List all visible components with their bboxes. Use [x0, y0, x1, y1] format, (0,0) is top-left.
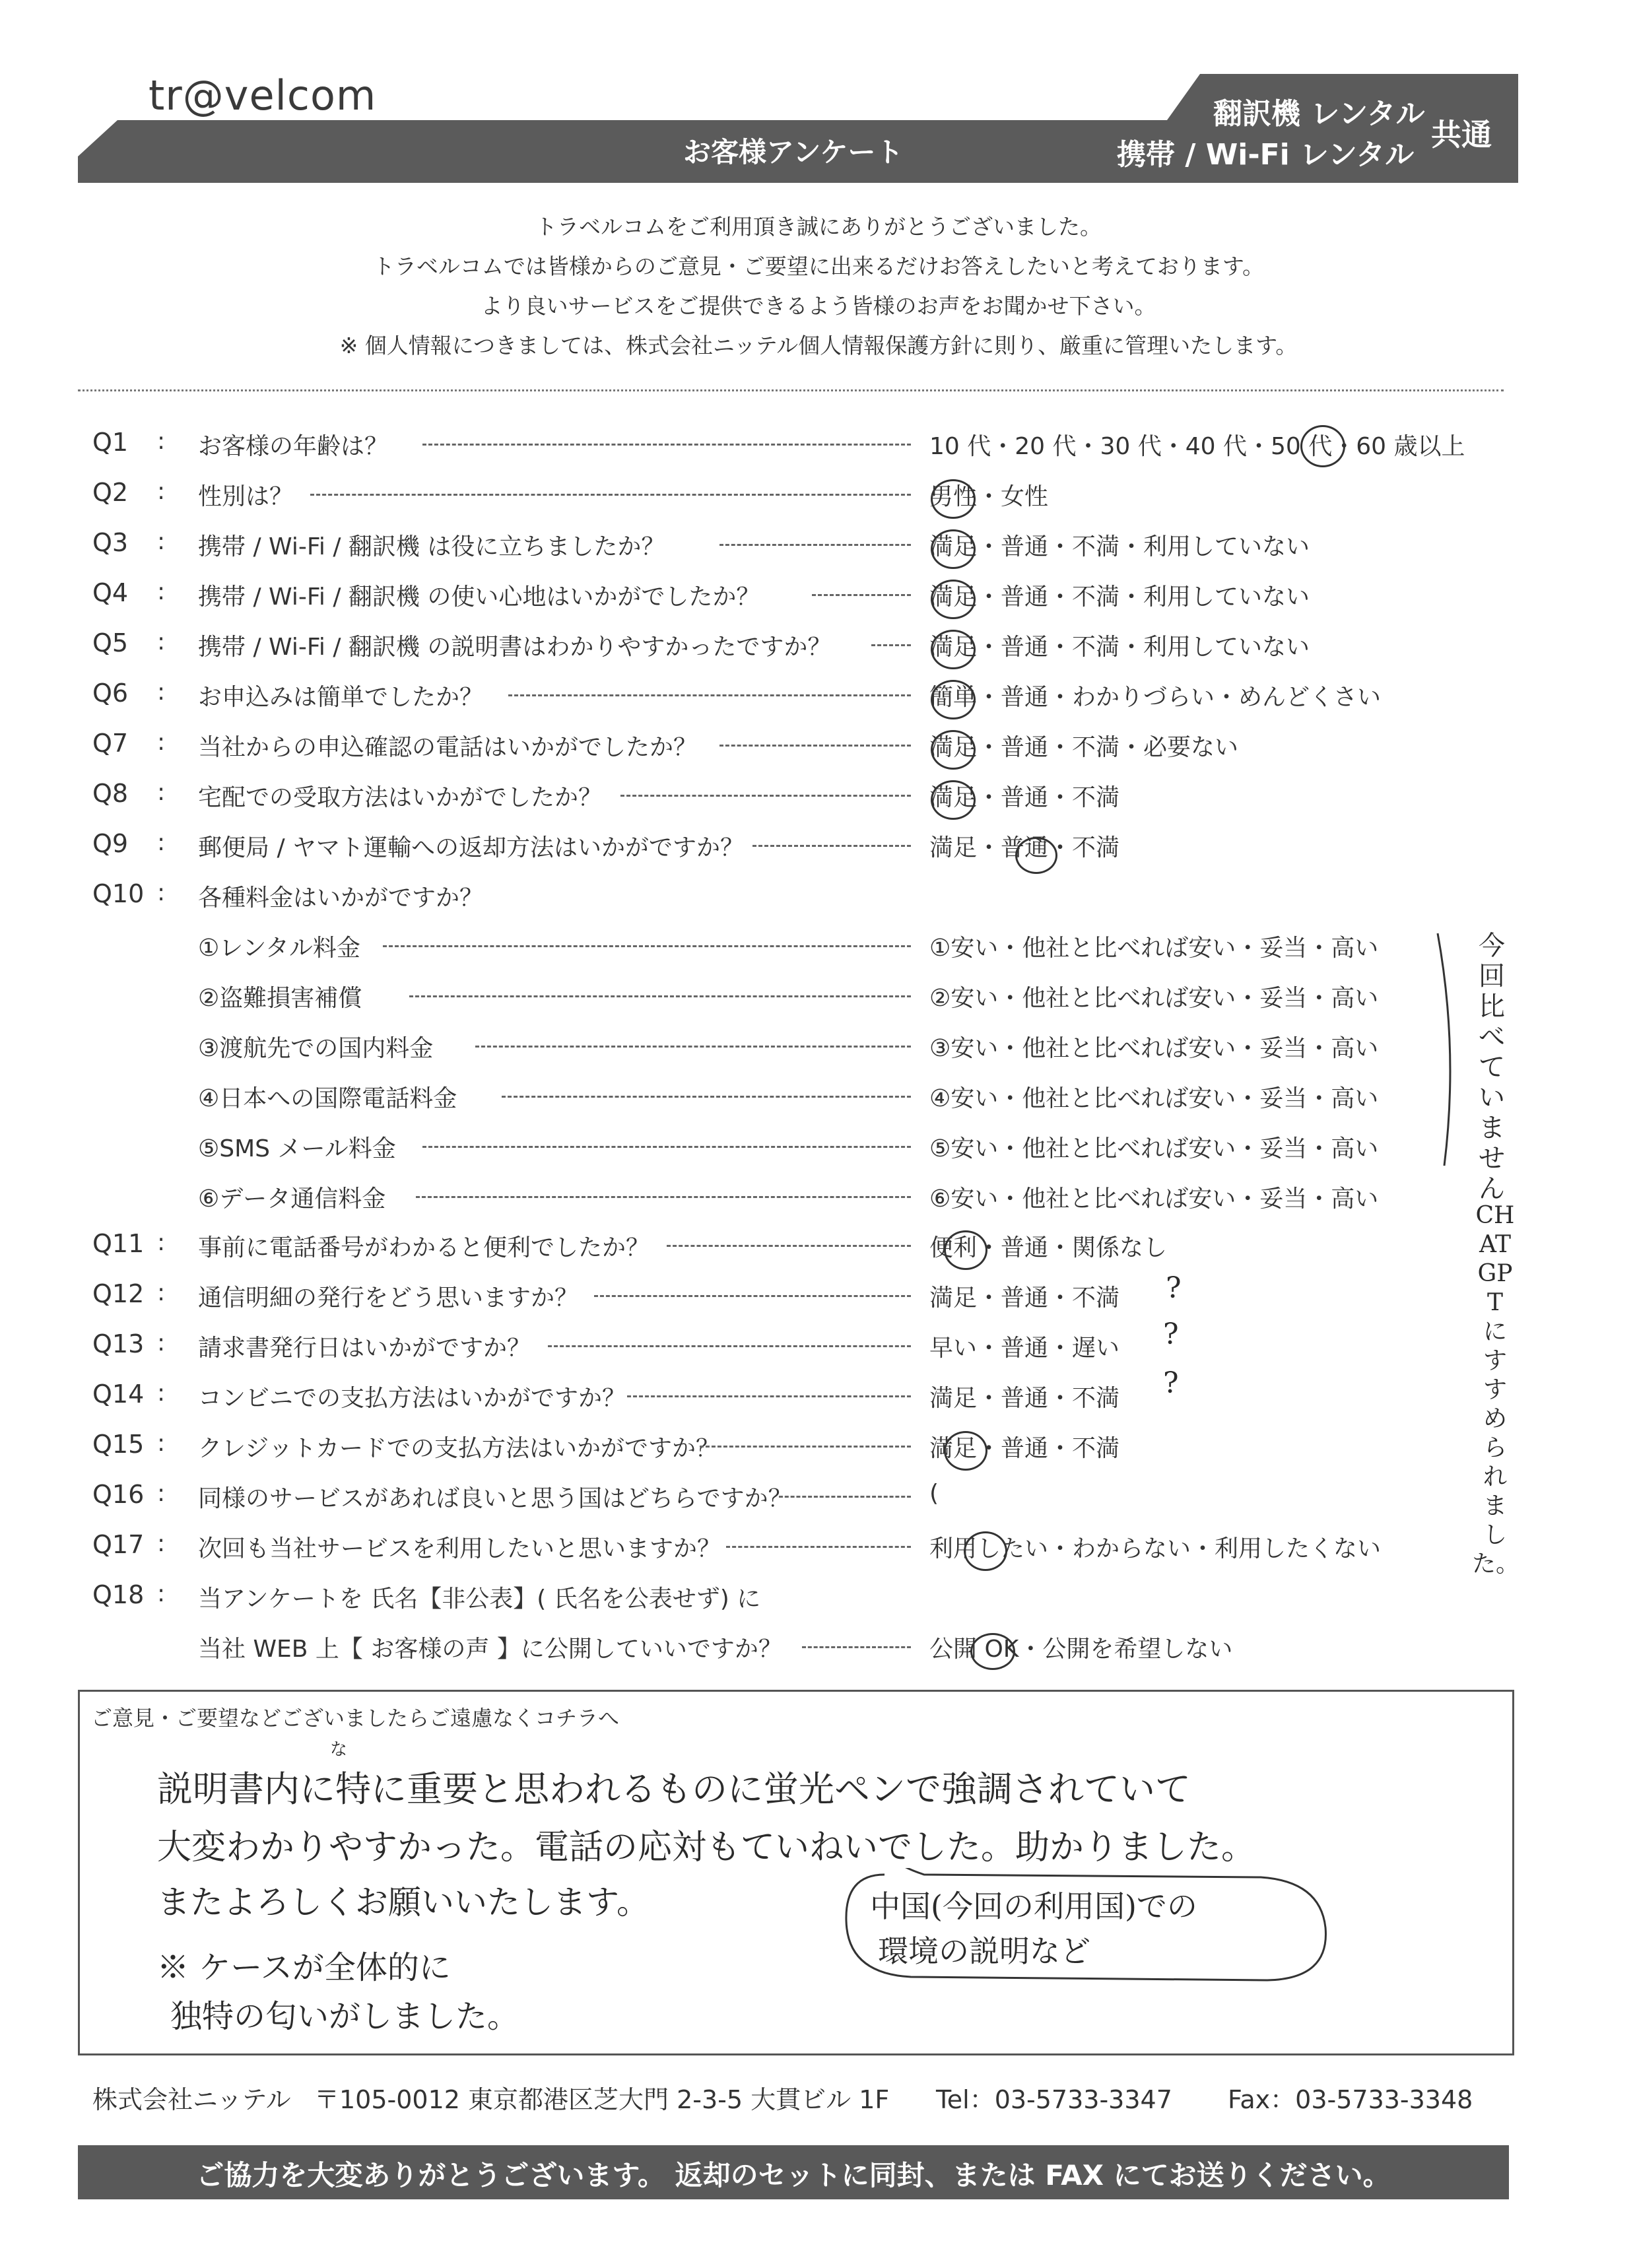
fee-options: ⑥安い・他社と比べれば安い・妥当・高い	[929, 1185, 1379, 1213]
question-text: 宅配での受取方法はいかがでしたか？	[198, 784, 603, 811]
handwritten-brace	[1432, 931, 1465, 1168]
fee-label: ⑤SMS メール料金	[198, 1135, 396, 1162]
question-text: コンビニでの支払方法はいかがですか？	[198, 1385, 626, 1412]
question-text: 当アンケートを 氏名【非公表】( 氏名を公表せず) に	[198, 1585, 761, 1613]
answer-circle	[964, 1531, 1007, 1571]
handwritten-question-mark: ?	[1163, 1366, 1179, 1400]
answer-options: 男性・女性	[929, 483, 1049, 510]
answer-circle	[931, 780, 976, 820]
answer-options: 10 代・20 代・30 代・40 代・50 代・60 歳以上	[929, 433, 1465, 460]
answer-options: 公開 OK・公開を希望しない	[929, 1636, 1233, 1663]
answer-options: (	[929, 1480, 939, 1507]
handwritten-comment-line-3: またよろしくお願いいたします。	[157, 1883, 650, 1921]
question-text: 同様のサービスがあれば良いと思う国はどちらですか？	[198, 1485, 792, 1512]
handwritten-comment-line-2: 大変わかりやすかった。電話の応対もていねいでした。助かりました。	[157, 1828, 1256, 1867]
answer-circle	[1015, 837, 1057, 874]
question-text: 事前に電話番号がわかると便利でしたか？	[198, 1234, 650, 1261]
handwritten-ruby: な	[330, 1740, 348, 1760]
question-text: 郵便局 / ヤマト運輸への返却方法はいかがですか？	[198, 834, 745, 861]
question-number: Q15	[92, 1430, 145, 1459]
fee-options: ④安い・他社と比べれば安い・妥当・高い	[929, 1085, 1379, 1112]
handwritten-note-line-2: 独特の匂いがしました。	[170, 1998, 519, 2035]
travelcom-logo: tr@velcom	[149, 71, 377, 119]
question-text: 当社からの申込確認の電話はいかがでしたか？	[198, 734, 698, 761]
question-number: Q4	[92, 578, 129, 607]
footer-message: ご協力を大変ありがとうございます。 返却のセットに同封、または FAX にてお送りください。	[196, 2159, 1391, 2191]
intro-line-3: より良いサービスをご提供できるよう皆様のお声をお聞かせ下さい。	[481, 293, 1156, 319]
handwritten-side-note-1: 今回比べていません	[1479, 931, 1505, 1204]
intro-line-2: トラベルコムでは皆様からのご意見・ご要望に出来るだけお答えしたいと考えております。	[372, 253, 1265, 279]
question-text: 請求書発行日はいかがですか？	[198, 1335, 531, 1362]
question-number: Q17	[92, 1530, 145, 1559]
handwritten-side-note-2: CHAT GPT にすすめられました。	[1472, 1202, 1520, 1578]
question-number: Q12	[92, 1279, 145, 1308]
header-phone-wifi-rental: 携帯 / Wi-Fi レンタル	[1117, 138, 1415, 172]
footer-tel: Tel：03-5733-3347	[936, 2085, 1172, 2114]
fee-label: ④日本への国際電話料金	[198, 1085, 457, 1112]
handwritten-question-mark: ?	[1163, 1317, 1179, 1351]
answer-options: 満足・普通・不満・利用していない	[929, 584, 1310, 611]
handwritten-bubble-line-1: 中国(今回の利用国)での	[870, 1888, 1197, 1924]
handwritten-question-mark: ?	[1166, 1271, 1182, 1305]
answer-options: 満足・普通・不満	[929, 834, 1120, 861]
survey-title: お客様アンケート	[683, 136, 904, 168]
handwritten-note-line-1: ※ ケースが全体的に	[157, 1949, 451, 1986]
fee-label: ①レンタル料金	[198, 935, 360, 962]
question-number: Q2	[92, 478, 129, 507]
answer-options: 簡単・普通・わかりづらい・めんどくさい	[929, 684, 1382, 711]
answer-options: 満足・普通・不満・利用していない	[929, 533, 1310, 560]
intro-line-1: トラベルコムをご利用頂き誠にありがとうございました。	[535, 214, 1102, 240]
answer-options: 満足・普通・不満	[929, 1435, 1120, 1462]
answer-circle	[1300, 425, 1345, 467]
fee-options: ①安い・他社と比べれば安い・妥当・高い	[929, 935, 1379, 962]
answer-circle	[931, 730, 976, 770]
footer-address: 〒105-0012 東京都港区芝大門 2-3-5 大貫ビル 1F	[314, 2085, 890, 2114]
question-number: Q16	[92, 1480, 145, 1509]
answer-options: 満足・普通・不満	[929, 1284, 1120, 1312]
answer-options: 利用したい・わからない・利用したくない	[929, 1535, 1382, 1562]
fee-options: ②安い・他社と比べれば安い・妥当・高い	[929, 985, 1379, 1012]
answer-circle	[970, 1633, 1015, 1670]
question-text: 通信明細の発行をどう思いますか？	[198, 1284, 579, 1312]
header-common-label: 共通	[1431, 117, 1492, 152]
handwritten-comment-line-1: 説明書内に特に重要と思われるものに蛍光ペンで強調されていて	[157, 1768, 1191, 1810]
question-text: 各種料金はいかがですか？	[198, 884, 484, 912]
comment-label: ご意見・ご要望などございましたらご遠慮なくコチラへ	[91, 1706, 620, 1731]
question-text: 次回も当社サービスを利用したいと思いますか？	[198, 1535, 721, 1562]
fee-label: ③渡航先での国内料金	[198, 1035, 434, 1062]
question-number: Q18	[92, 1580, 145, 1609]
answer-circle	[931, 680, 976, 719]
question-number: Q11	[92, 1229, 145, 1258]
answer-circle	[944, 1230, 987, 1270]
fee-label: ②盗難損害補償	[198, 985, 362, 1012]
header-translator-rental: 翻訳機 レンタル	[1213, 97, 1425, 131]
answer-options: 満足・普通・不満・利用していない	[929, 634, 1310, 661]
question-text: お客様の年齢は？	[198, 433, 389, 460]
question-number: Q10	[92, 879, 145, 908]
footer-company: 株式会社ニッテル	[92, 2085, 291, 2114]
question-number: Q8	[92, 779, 129, 808]
handwritten-bubble-line-2: 環境の説明など	[878, 1933, 1090, 1969]
question-number: Q6	[92, 679, 129, 708]
dotted-separator	[78, 389, 1504, 391]
answer-options: 便利・普通・関係なし	[929, 1234, 1168, 1261]
answer-circle	[931, 580, 976, 619]
question-text: お申込みは簡単でしたか？	[198, 684, 484, 711]
question-text: クレジットカードでの支払方法はいかがですか？	[198, 1435, 720, 1462]
question-text: 携帯 / Wi-Fi / 翻訳機 の使い心地はいかがでしたか？	[198, 584, 760, 611]
fee-label: ⑥データ通信料金	[198, 1185, 386, 1213]
answer-circle	[931, 479, 976, 519]
answer-circle	[944, 1431, 987, 1471]
question-text: 性別は？	[198, 483, 294, 510]
answer-options: 満足・普通・不満	[929, 784, 1120, 811]
question-text: 携帯 / Wi-Fi / 翻訳機 は役に立ちましたか？	[198, 533, 665, 560]
question-number: Q14	[92, 1380, 145, 1409]
question-number: Q7	[92, 729, 129, 758]
answer-circle	[931, 529, 976, 569]
question-text: 当社 WEB 上【 お客様の声 】に公開していいですか？	[198, 1636, 782, 1663]
question-number: Q13	[92, 1329, 145, 1358]
question-number: Q3	[92, 528, 129, 557]
question-number: Q5	[92, 628, 129, 657]
question-number: Q9	[92, 829, 129, 858]
footer-fax: Fax：03-5733-3348	[1228, 2085, 1473, 2114]
answer-options: 満足・普通・不満・必要ない	[929, 734, 1239, 761]
answer-circle	[931, 630, 976, 669]
intro-line-4: ※ 個人情報につきましては、株式会社ニッテル個人情報保護方針に則り、厳重に管理いたします。	[339, 333, 1298, 358]
answer-options: 満足・普通・不満	[929, 1385, 1120, 1412]
fee-options: ③安い・他社と比べれば安い・妥当・高い	[929, 1035, 1379, 1062]
question-text: 携帯 / Wi-Fi / 翻訳機 の説明書はわかりやすかったですか？	[198, 634, 832, 661]
question-number: Q1	[92, 428, 129, 457]
fee-options: ⑤安い・他社と比べれば安い・妥当・高い	[929, 1135, 1379, 1162]
answer-options: 早い・普通・遅い	[929, 1335, 1120, 1362]
